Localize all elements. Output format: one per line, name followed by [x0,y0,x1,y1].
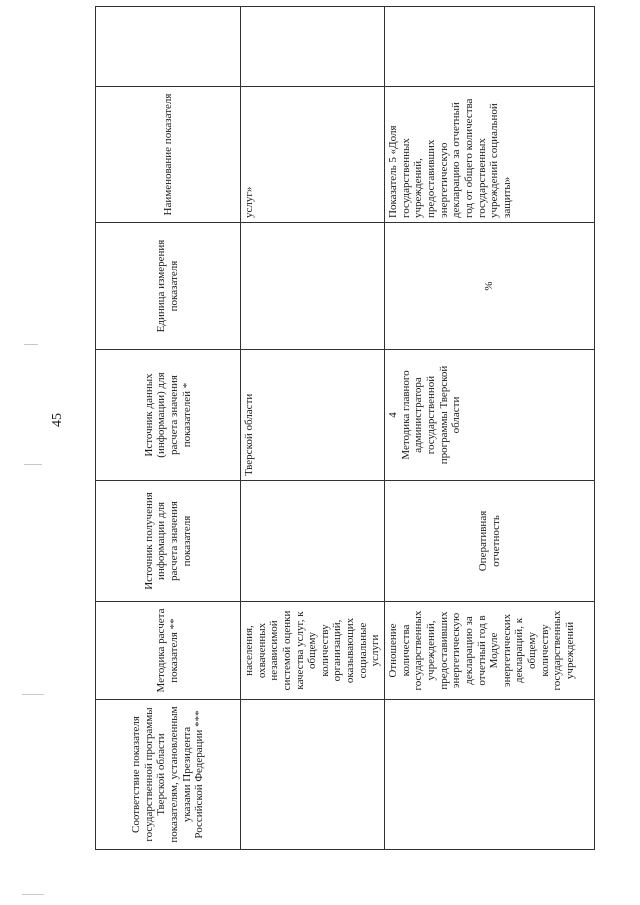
source-data-text: Методика главного администратора государственной программы Тверской области [399,365,463,465]
scan-mark [24,464,42,465]
cell-source-info [241,481,385,602]
page-number: 45 [50,413,65,427]
cell-name: услуг» [241,87,385,223]
cell-source-info: Оперативная отчетность [385,481,595,602]
indicator-table [95,6,595,850]
cell-method: Отношение количества государственных учреждений, предоставивших энергетическую декларацию за отчетный год в Модуле энергетических деклараций, к общему количеству государственных учреждений [385,602,595,700]
cell-name: Показатель 5 «Доля государственных учреждений, предоставивших энергетическую декларацию за отчетный год от общего количества государственных учреждений социальной защиты» [385,87,595,223]
header-source-info: Источник получения информации для расчета значения показателя [96,481,241,602]
table-row [385,7,595,850]
cell-correspondence [385,700,595,850]
header-name: Наименование показателя [96,87,241,223]
cell-source-data: Тверской области [241,350,385,481]
header-correspondence: Соответствие показателя государственной программы Тверской области показателям, установленным указами Президента Российской Федерации *** [96,700,241,850]
source-data-number: 4 [387,412,400,418]
cell-unit [241,223,385,350]
header-unit: Единица измерения показателя [96,223,241,350]
table-header-row [96,7,241,850]
cell-blank [241,7,385,87]
table-row [241,7,385,850]
cell-blank [385,7,595,87]
scan-mark [24,344,38,345]
scan-mark [22,694,44,695]
header-source-data: Источник данных (информации) для расчета значения показателей * [96,350,241,481]
cell-method: населения, охваченных независимой системой оценки качества услуг, к общему количеству организаций, оказывающих социальные услуги [241,602,385,700]
scan-mark [22,894,44,895]
header-method: Методика расчета показателя ** [96,602,241,700]
cell-correspondence [241,700,385,850]
cell-unit: % [385,223,595,350]
header-blank [96,7,241,87]
cell-source-data [385,350,595,481]
